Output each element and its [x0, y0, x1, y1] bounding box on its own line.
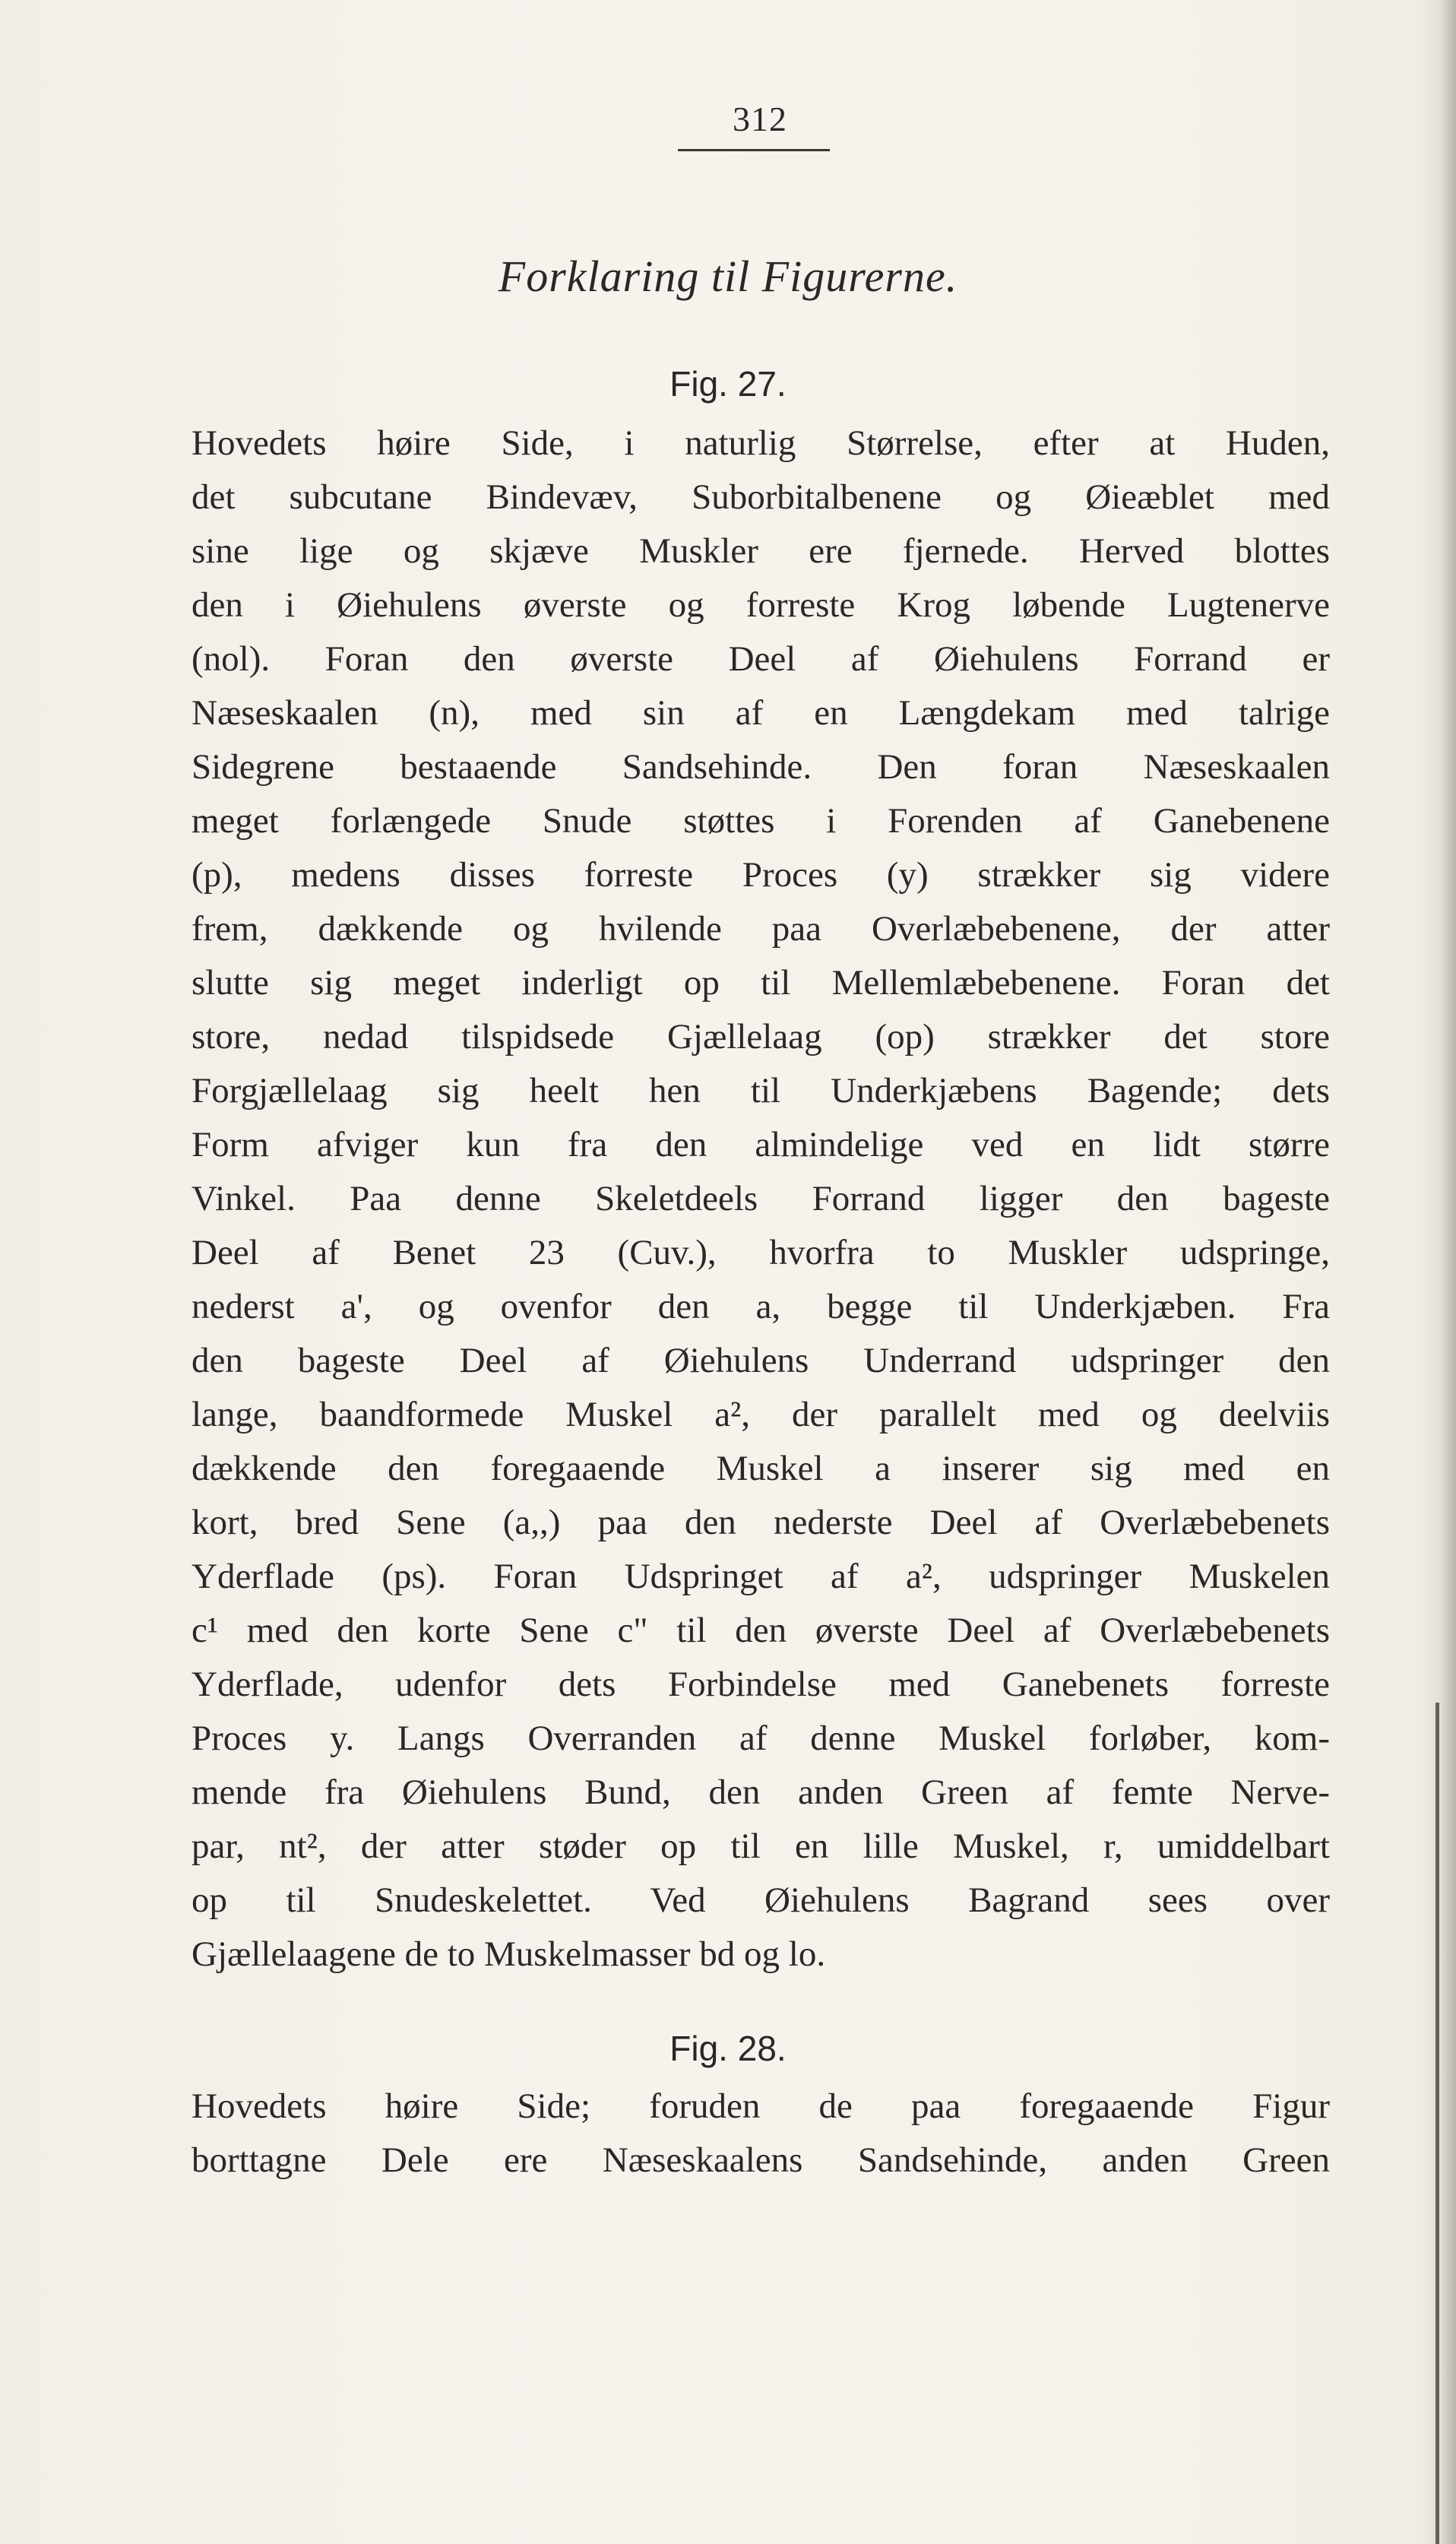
text-line: frem, dækkende og hvilende paa Overlæbebenene, der atter — [191, 909, 1330, 949]
text-line: (nol). Foran den øverste Deel af Øiehulens Forrand er — [191, 639, 1330, 679]
text-line: Yderflade, udenfor dets Forbindelse med Ganebenets forreste — [191, 1665, 1330, 1704]
text-line: store, nedad tilspidsede Gjællelaag (op) strækker det store — [191, 1017, 1330, 1057]
text-line: Hovedets høire Side, i naturlig Størrelse, efter at Huden, — [191, 423, 1330, 463]
text-line: meget forlængede Snude støttes i Forenden af Ganebenene — [191, 801, 1330, 841]
text-line: Proces y. Langs Overranden af denne Muskel forløber, kom- — [191, 1719, 1330, 1758]
text-line: Hovedets høire Side; foruden de paa foregaaende Figur — [191, 2086, 1330, 2126]
text-line: sine lige og skjæve Muskler ere fjernede. Herved blottes — [191, 531, 1330, 571]
text-line: Næseskaalen (n), med sin af en Længdekam med talrige — [191, 693, 1330, 733]
text-line: Yderflade (ps). Foran Udspringet af a², udspringer Muskelen — [191, 1557, 1330, 1596]
section-heading: Forklaring til Figurerne. — [498, 252, 958, 301]
text-line: Sidegrene bestaaende Sandsehinde. Den foran Næseskaalen — [191, 747, 1330, 787]
text-line: Vinkel. Paa denne Skeletdeels Forrand ligger den bageste — [191, 1179, 1330, 1218]
text-line: slutte sig meget inderligt op til Mellemlæbebenene. Foran det — [191, 963, 1330, 1003]
text-line: Deel af Benet 23 (Cuv.), hvorfra to Muskler udspringe, — [191, 1233, 1330, 1272]
figure-28-description — [191, 2080, 1330, 2188]
text-line: nederst a', og ovenfor den a, begge til Underkjæben. Fra — [191, 1287, 1330, 1326]
text-line: (p), medens disses forreste Proces (y) strækker sig videre — [191, 855, 1330, 895]
figure-27-title: Fig. 27. — [669, 364, 787, 404]
page-number: 312 — [733, 100, 787, 138]
text-line: mende fra Øiehulens Bund, den anden Green af femte Nerve- — [191, 1773, 1330, 1812]
text-line: borttagne Dele ere Næseskaalens Sandsehinde, anden Green — [191, 2140, 1330, 2180]
figure-28-title: Fig. 28. — [669, 2029, 787, 2068]
text-line: c¹ med den korte Sene c" til den øverste Deel af Overlæbebenets — [191, 1611, 1330, 1650]
binding-edge-line — [1435, 1703, 1439, 2544]
figure-27-description — [191, 417, 1330, 1982]
text-line: kort, bred Sene (a,,) paa den nederste Deel af Overlæbebenets — [191, 1503, 1330, 1542]
text-line: den bageste Deel af Øiehulens Underrand udspringer den — [191, 1341, 1330, 1380]
text-line: op til Snudeskelettet. Ved Øiehulens Bagrand sees over — [191, 1880, 1330, 1920]
text-line: den i Øiehulens øverste og forreste Krog løbende Lugtenerve — [191, 585, 1330, 625]
page-number-rule — [678, 149, 830, 151]
text-line: Forgjællelaag sig heelt hen til Underkjæbens Bagende; dets — [191, 1071, 1330, 1110]
text-line: lange, baandformede Muskel a², der parallelt med og deelviis — [191, 1395, 1330, 1434]
text-line: par, nt², der atter støder op til en lille Muskel, r, umiddelbart — [191, 1826, 1330, 1866]
text-line: dækkende den foregaaende Muskel a inserer sig med en — [191, 1449, 1330, 1488]
text-line: Gjællelaagene de to Muskelmasser bd og lo. — [191, 1934, 826, 1974]
text-line: det subcutane Bindevæv, Suborbitalbenene og Øieæblet med — [191, 477, 1330, 517]
text-line: Form afviger kun fra den almindelige ved en lidt større — [191, 1125, 1330, 1164]
